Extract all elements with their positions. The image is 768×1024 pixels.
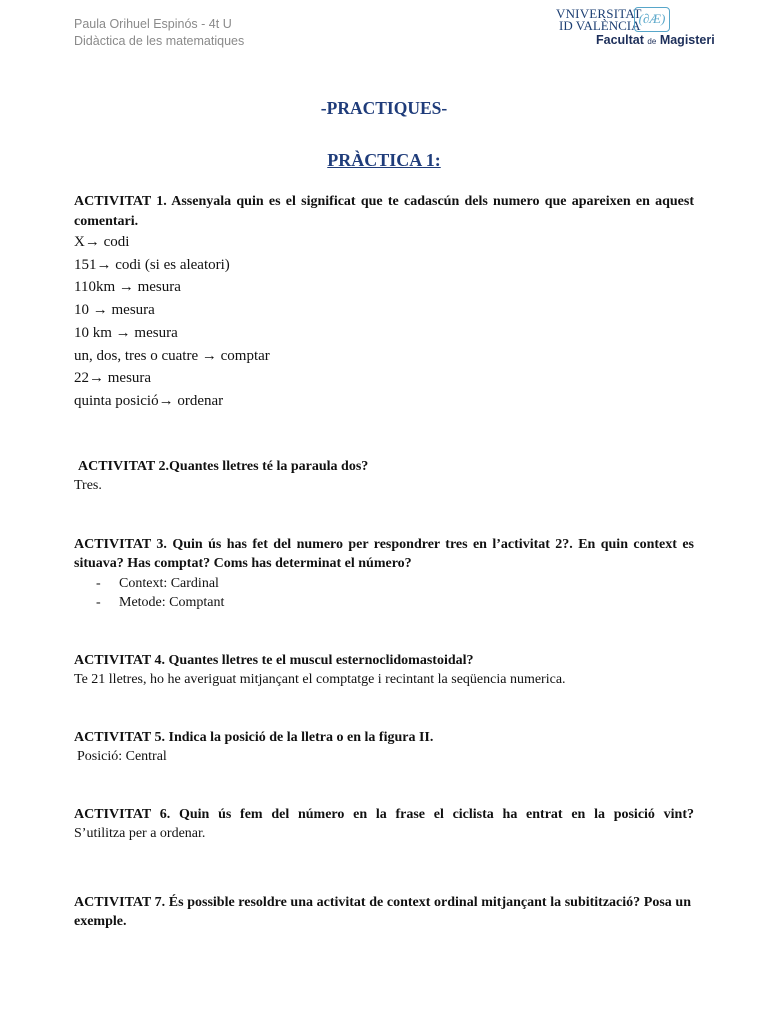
activity-6 <box>74 805 694 844</box>
activity-2-question: ACTIVITAT 2.Quantes lletres té la paraula dos? <box>78 458 369 474</box>
faculty-name-de: de <box>647 37 657 46</box>
answer-line: 10 → mesura <box>74 302 155 319</box>
activity-1 <box>74 192 694 413</box>
answer-line: quinta posició→ ordenar <box>74 392 224 409</box>
activity-1-question: ACTIVITAT 1. Assenyala quin es el significat que te cadascún dels numero que apareixen en aquest comentari. <box>74 194 694 229</box>
list-item: - Context: Cardinal <box>74 574 694 594</box>
activity-3 <box>74 535 694 613</box>
activity-1-answers <box>74 231 694 413</box>
activity-5-answer: Posició: Central <box>77 749 167 765</box>
activity-4-question: ACTIVITAT 4. Quantes lletres te el muscul esternoclidomastoidal? <box>74 652 474 668</box>
faculty-name <box>596 33 715 47</box>
activity-6-answer: S’utilitza per a ordenar. <box>74 826 206 842</box>
activity-7-question: ACTIVITAT 7. És possible resoldre una activitat de context ordinal mitjançant la subitització? Posa un exemple. <box>74 894 691 930</box>
faculty-name-a: Facultat <box>596 33 644 47</box>
page-title: -PRACTIQUES- <box>320 98 448 118</box>
activity-2 <box>74 457 694 496</box>
activity-4 <box>74 651 694 690</box>
logo-line-2: ID VALÈNCIA <box>559 18 641 33</box>
document-body <box>74 192 694 932</box>
answer-line: 22→ mesura <box>74 370 152 387</box>
activity-3-list <box>74 574 694 613</box>
answer-line: 10 km → mesura <box>74 324 178 341</box>
document-header <box>74 16 244 50</box>
university-logo <box>556 4 722 50</box>
faculty-name-b: Magisteri <box>659 33 715 47</box>
activity-6-question: ACTIVITAT 6. Quin ús fem del número en la frase el ciclista ha entrat en la posició vint? <box>74 806 694 822</box>
activity-5 <box>74 728 694 767</box>
activity-4-answer: Te 21 lletres, ho he averiguat mitjançant el comptatge i recintant la seqüencia numerica. <box>74 672 566 688</box>
activity-7 <box>74 893 694 932</box>
course-line: Didàctica de les matematiques <box>74 34 245 48</box>
activity-5-question: ACTIVITAT 5. Indica la posició de la lletra o en la figura II. <box>74 729 434 745</box>
answer-line: X→ codi <box>74 234 130 250</box>
logo-mark-icon: (∂Æ) <box>634 7 670 32</box>
list-item: - Metode: Comptant <box>74 593 694 613</box>
logo-line-1: VNIVERSITAT <box>556 6 642 21</box>
answer-line: un, dos, tres o cuatre → comptar <box>74 347 270 364</box>
author-line: Paula Orihuel Espinós - 4t U <box>74 17 232 31</box>
activity-3-question: ACTIVITAT 3. Quin ús has fet del numero per respondrer tres en l’activitat 2?. En quin context es situava? Has comptat? Coms has determinat el número? <box>74 536 694 572</box>
answer-line: 110km → mesura <box>74 279 181 296</box>
answer-line: 151→ codi (si es aleatori) <box>74 256 230 273</box>
section-title: PRÀCTICA 1: <box>327 150 441 170</box>
activity-2-answer: Tres. <box>74 478 102 494</box>
